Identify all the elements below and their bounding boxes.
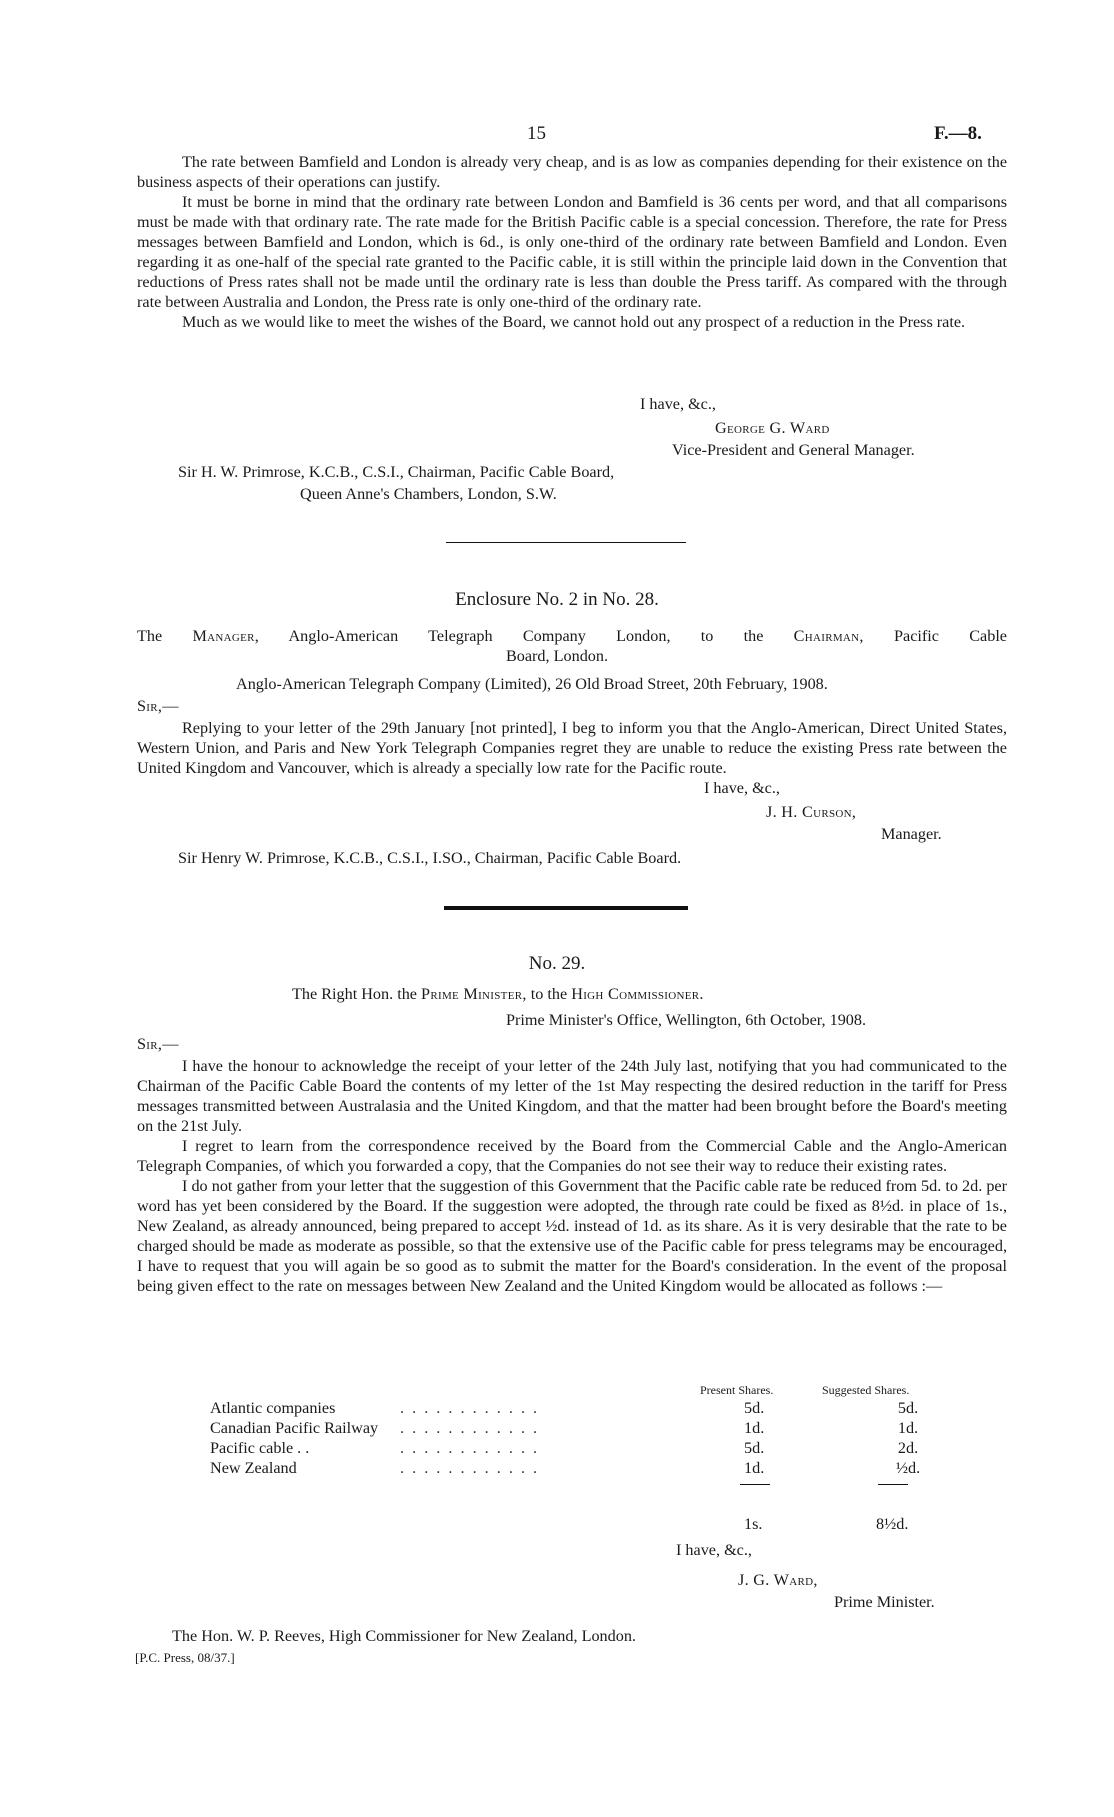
table-row xyxy=(210,1418,990,1438)
enclosure-paragraph: Replying to your letter of the 29th January [not printed], I beg to inform you that the Anglo-American, Direct United States, Western Union, and Paris and New York Telegraph Companies regret they are unable to reduce the existing Press rate between the United Kingdom and Vancouver, which is already a specially low rate for the Pacific route. xyxy=(137,719,1007,777)
no29-body xyxy=(137,1056,1007,1296)
table-row-suggested: 1d. xyxy=(897,1419,919,1437)
table-row-leader: . . . . . . . . . . . . xyxy=(400,1459,540,1477)
table-row-label: Canadian Pacific Railway xyxy=(210,1419,379,1437)
letter1-closing: I have, &c., xyxy=(640,395,716,413)
table-row-suggested: 5d. xyxy=(897,1399,919,1417)
table-row-leader: . . . . . . . . . . . . xyxy=(400,1399,540,1417)
no29-heading-high-commissioner: High Commissioner. xyxy=(571,985,704,1003)
enclosure-heading-mid: Anglo-American Telegraph Company London, to the xyxy=(288,627,764,645)
table-row-leader: . . . . . . . . . . . . xyxy=(400,1419,540,1437)
letter1-body xyxy=(137,152,1007,332)
document-reference: F.—8. xyxy=(934,123,982,144)
table-header-present: Present Shares. xyxy=(700,1383,774,1397)
page-number: 15 xyxy=(527,123,546,144)
no29-signer: J. G. Ward, xyxy=(738,1571,818,1589)
table-row-present: 1d. xyxy=(744,1459,765,1477)
enclosure-heading-line2: Board, London. xyxy=(505,647,609,665)
table-row xyxy=(210,1398,990,1418)
no29-paragraph: I do not gather from your letter that the suggestion of this Government that the Pacific cable rate be reduced from 5d. to 2d. per word has yet been considered by the Board. If the suggestion were adopted, the through rate could be fixed as 8½d. in place of 1s., New Zealand, as already announced, being prepared to accept ½d. instead of 1d. as its share. As it is very desirable that the rate to be charged should be made as moderate as possible, so that the extensive use of the Pacific cable for press telegrams may be encouraged, I have to request that you will again be so good as to submit the matter for the Board's consideration. In the event of the proposal being given effect to the rate on messages between New Zealand and the United Kingdom would be allocated as follows :— xyxy=(137,1177,1007,1295)
letter1-signer: George G. Ward xyxy=(715,419,830,437)
no29-dateline: Prime Minister's Office, Wellington, 6th October, 1908. xyxy=(506,1011,867,1029)
no29-signer-title: Prime Minister. xyxy=(834,1593,935,1611)
press-mark: [P.C. Press, 08/37.] xyxy=(135,1650,235,1665)
no29-addressee: The Hon. W. P. Reeves, High Commissioner for New Zealand, London. xyxy=(172,1627,636,1645)
section-divider xyxy=(446,542,686,543)
no29-title: No. 29. xyxy=(528,953,586,974)
letter1-paragraph: It must be borne in mind that the ordinary rate between London and Bamfield is 36 cents per word, and that all comparisons must be made with that ordinary rate. The rate made for the British Pacific cable is a special concession. Therefore, the rate for Press messages between Bamfield and London, which is 6d., is only one-third of the ordinary rate between Bamfield and London. Even regarding it as one-half of the special rate granted to the Pacific cable, it is still within the principle laid down in the Convention that reductions of Press rates shall not be made until the ordinary rate is less than double the Press tariff. As compared with the through rate between Australia and London, the Press rate is only one-third of the ordinary rate. xyxy=(137,193,1007,311)
enclosure-closing: I have, &c., xyxy=(704,779,780,797)
table-row-label: Pacific cable . . xyxy=(210,1439,310,1457)
table-row-present: 1d. xyxy=(744,1419,765,1437)
enclosure-body xyxy=(137,718,1007,778)
enclosure-heading xyxy=(137,626,1007,646)
no29-heading-part: The Right Hon. the xyxy=(292,985,417,1003)
enclosure-heading-manager: Manager, xyxy=(192,627,260,645)
enclosure-signer-title: Manager. xyxy=(881,825,942,843)
no29-paragraph: I have the honour to acknowledge the receipt of your letter of the 24th July last, notifying that you had communicated to the Chairman of the Pacific Cable Board the contents of my letter of the 1st May respecting the desired reduction in the tariff for Press messages transmitted between Australasia and the United Kingdom, and that the matter had been brought before the Board's meeting on the 21st July. xyxy=(137,1057,1007,1135)
no29-heading-part: to the xyxy=(530,985,568,1003)
table-row xyxy=(210,1458,990,1478)
total-rule-suggested xyxy=(878,1484,908,1485)
letter1-signer-title: Vice-President and General Manager. xyxy=(672,441,915,459)
section-divider-bold xyxy=(444,906,688,910)
table-row-present: 5d. xyxy=(744,1439,765,1457)
no29-paragraph: I regret to learn from the correspondence received by the Board from the Commercial Cable and the Anglo-American Telegraph Companies, of which you forwarded a copy, that the Companies do not see their way to reduce their existing rates. xyxy=(137,1137,1007,1175)
shares-table xyxy=(210,1398,990,1478)
no29-closing: I have, &c., xyxy=(676,1541,752,1559)
enclosure-heading-chairman: Chairman, xyxy=(793,627,864,645)
letter1-addressee-address: Queen Anne's Chambers, London, S.W. xyxy=(300,485,557,503)
enclosure-title: Enclosure No. 2 in No. 28. xyxy=(455,589,659,610)
enclosure-salutation: Sir,— xyxy=(137,697,179,715)
enclosure-dateline: Anglo-American Telegraph Company (Limited), 26 Old Broad Street, 20th February, 1908. xyxy=(236,675,828,693)
enclosure-addressee: Sir Henry W. Primrose, K.C.B., C.S.I., I.SO., Chairman, Pacific Cable Board. xyxy=(178,849,682,867)
table-row-label: Atlantic companies xyxy=(210,1399,336,1417)
no29-heading-prime-minister: Prime Minister, xyxy=(421,985,527,1003)
table-row xyxy=(210,1438,990,1458)
table-row-leader: . . . . . . . . . . . . xyxy=(400,1439,540,1457)
table-header-suggested: Suggested Shares. xyxy=(822,1383,910,1397)
table-row-suggested: ½d. xyxy=(895,1459,921,1477)
table-row-label: New Zealand xyxy=(210,1459,297,1477)
no29-salutation: Sir,— xyxy=(137,1035,179,1053)
table-row-present: 5d. xyxy=(744,1399,765,1417)
enclosure-heading-the: The xyxy=(137,627,163,645)
total-rule-present xyxy=(740,1484,770,1485)
enclosure-heading-end: Pacific Cable xyxy=(894,627,1007,645)
letter1-paragraph: The rate between Bamfield and London is already very cheap, and is as low as companies depending for their existence on the business aspects of their operations can justify. xyxy=(137,153,1007,191)
table-total-present: 1s. xyxy=(744,1515,763,1533)
no29-heading xyxy=(292,984,704,1004)
enclosure-signer: J. H. Curson, xyxy=(766,803,857,821)
letter1-paragraph: Much as we would like to meet the wishes of the Board, we cannot hold out any prospect of a reduction in the Press rate. xyxy=(182,313,966,331)
table-total-suggested: 8½d. xyxy=(876,1515,909,1533)
table-row-suggested: 2d. xyxy=(897,1439,919,1457)
letter1-addressee: Sir H. W. Primrose, K.C.B., C.S.I., Chairman, Pacific Cable Board, xyxy=(178,463,615,481)
